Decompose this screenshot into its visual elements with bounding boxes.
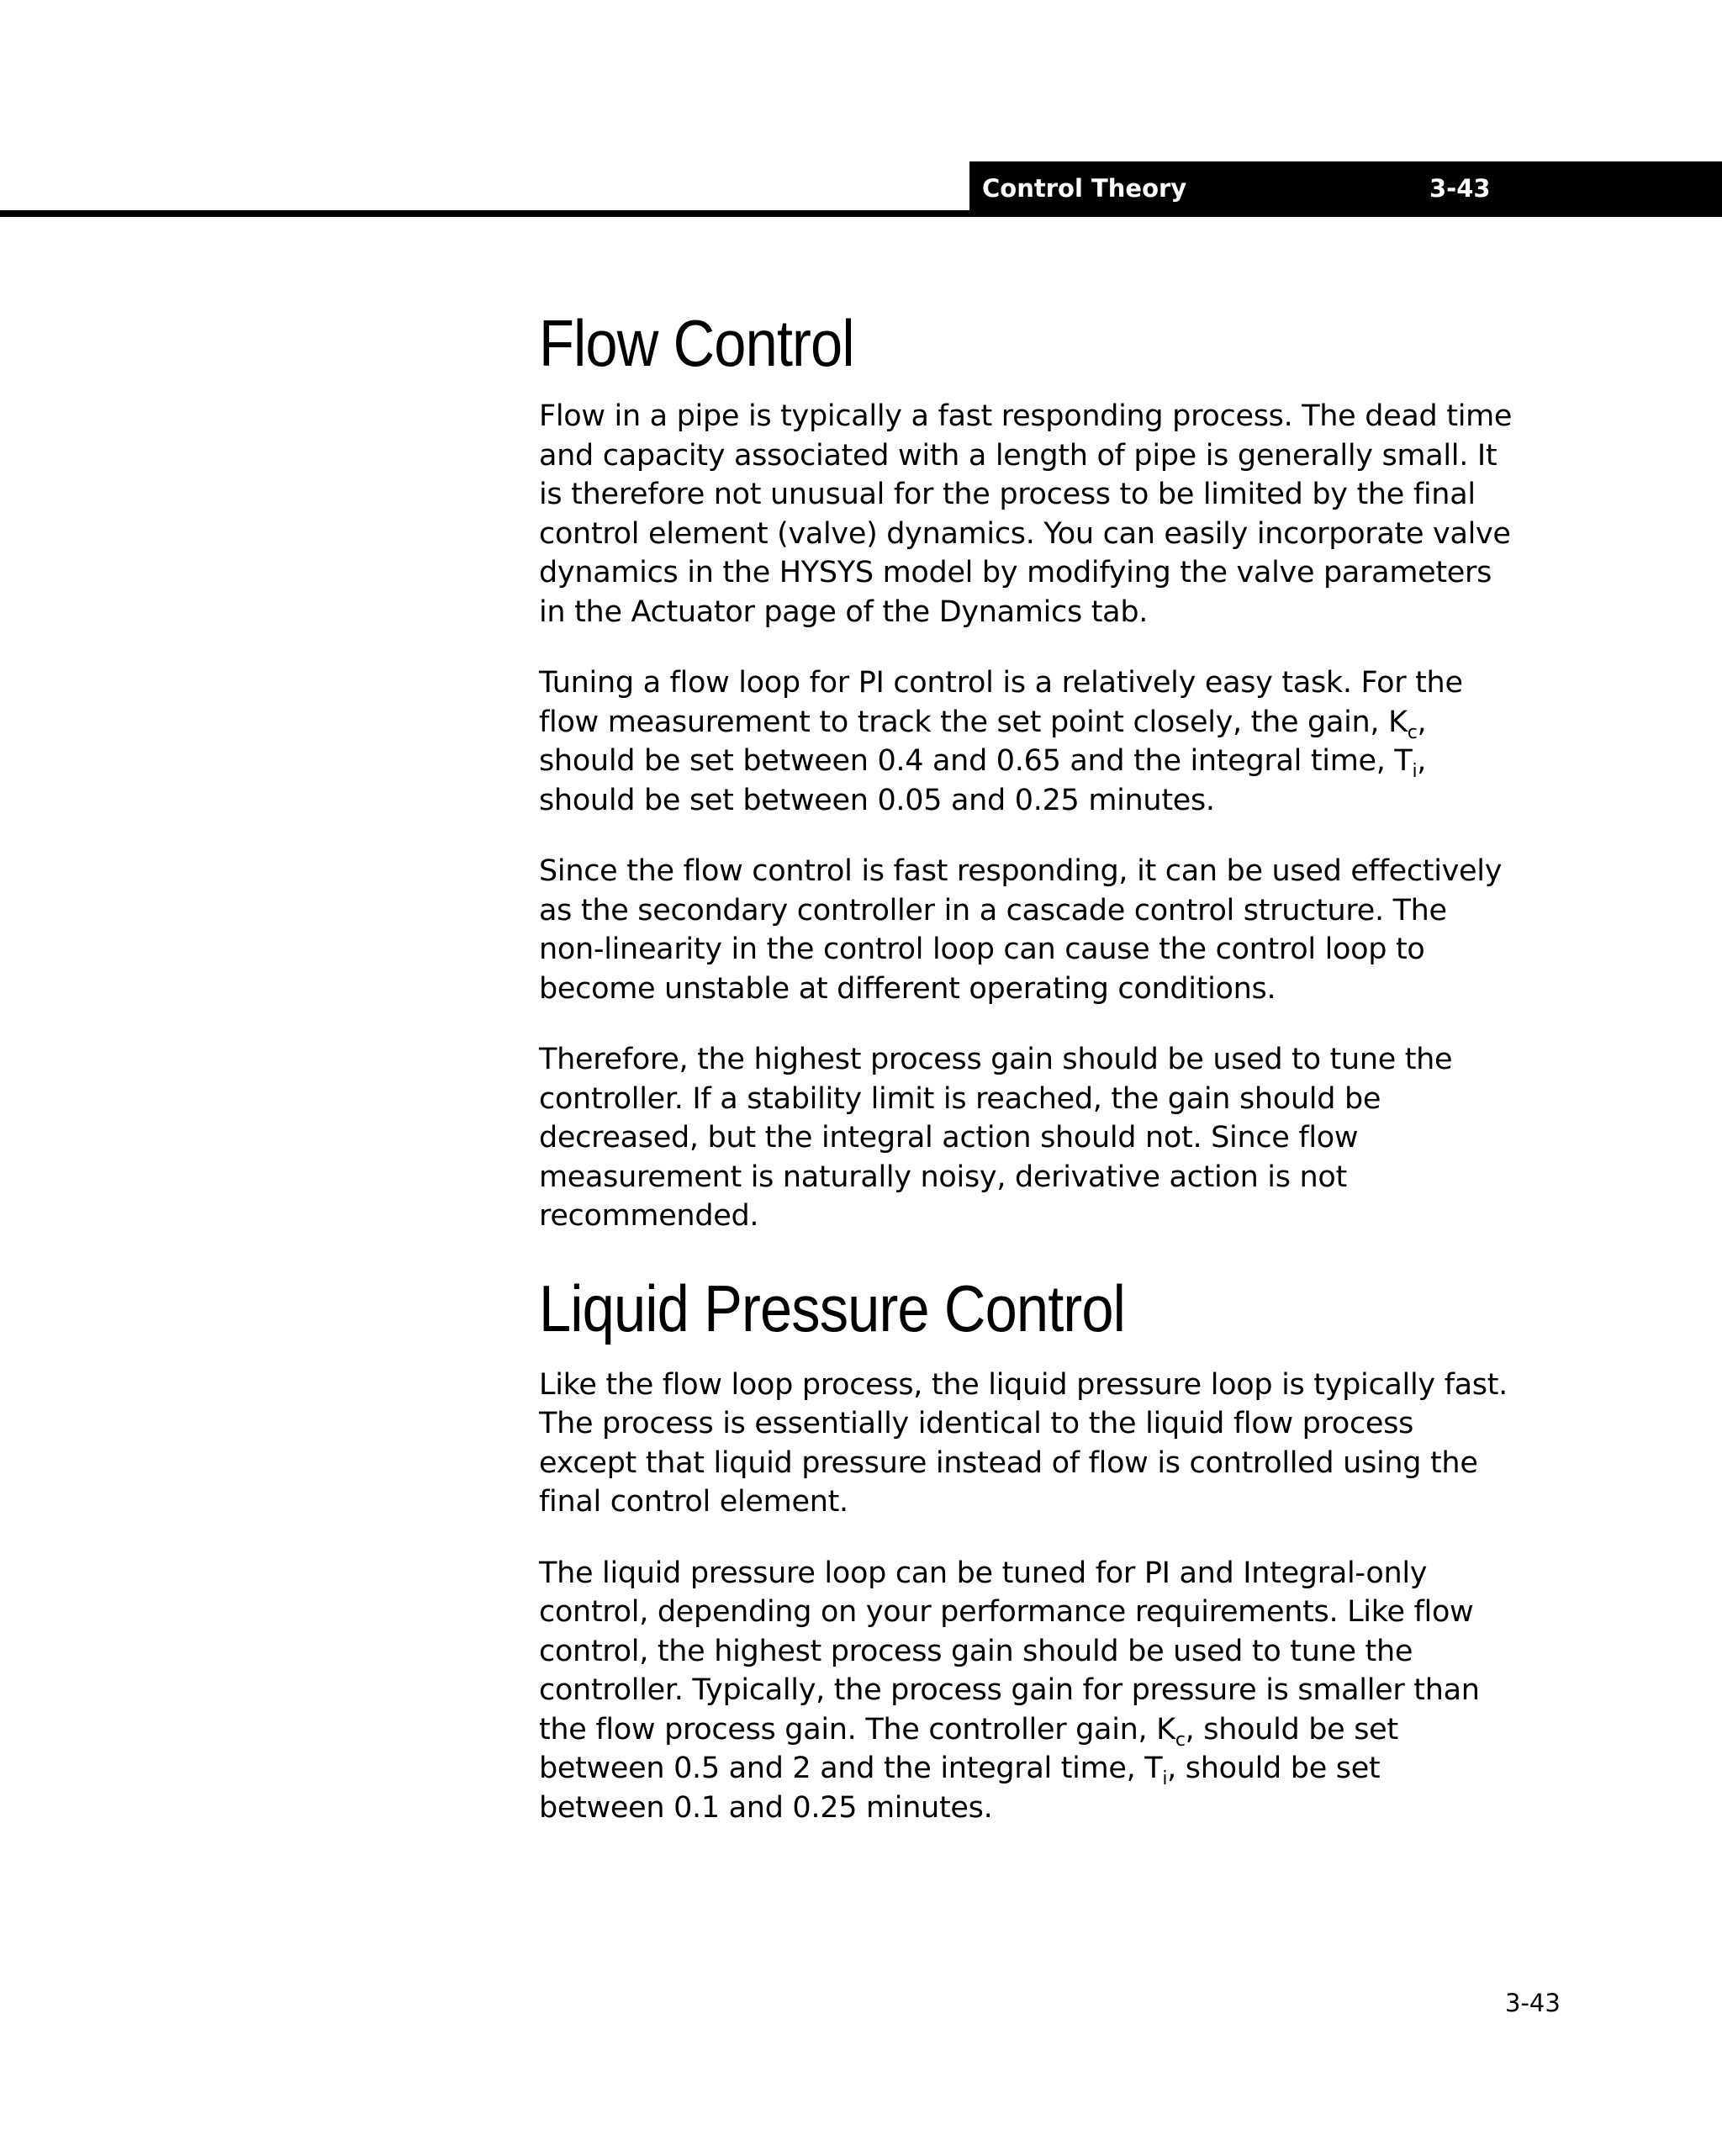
running-header-page-number: 3-43	[1429, 174, 1491, 203]
paragraph-flow-gain: Therefore, the highest process gain should be used to tune the controller. If a stability limit is reached, the gain should be decreased, but the integral action should not. Since flow measurement is naturally noisy, derivative action is not recommended.	[539, 1043, 1453, 1233]
paragraph-flow-cascade: Since the flow control is fast responding, it can be used effectively as the secondary controller in a cascade control structure. The non-linearity in the control loop can cause the control loop to become unstable at different operating conditions.	[539, 854, 1503, 1006]
paragraph-liquid-tuning	[539, 1554, 1514, 1828]
paragraph-liquid-intro: Like the flow loop process, the liquid pressure loop is typically fast. The process is essentially identical to the liquid flow process except that liquid pressure instead of flow is controlled using the final control element.	[539, 1367, 1508, 1519]
section-heading-flow-control: Flow Control	[539, 306, 854, 380]
text-segment: , should be set between 0.5 and 2 and the integral time, T	[539, 1712, 1398, 1785]
text-segment: , should be set between 0.1 and 0.25 minutes.	[539, 1752, 1381, 1825]
subscript-c: c	[1175, 1729, 1186, 1751]
text-segment: Tuning a flow loop for PI control is a relatively easy task. For the flow measurement to track the set point closely, the gain, K	[539, 666, 1463, 739]
text-segment: , should be set between 0.05 and 0.25 minutes.	[539, 744, 1427, 817]
text-segment: , should be set between 0.4 and 0.65 and the integral time, T	[539, 705, 1427, 778]
section-heading-liquid-pressure-control: Liquid Pressure Control	[539, 1271, 1126, 1345]
running-header-title: Control Theory	[982, 174, 1187, 203]
subscript-i: i	[1412, 761, 1418, 782]
subscript-i: i	[1162, 1768, 1168, 1789]
subscript-c: c	[1407, 721, 1418, 743]
text-segment: The liquid pressure loop can be tuned for PI and Integral-only control, depending on your performance requirements. Like flow control, the highest process gain should be used to tune the controller. Typically, the process gain for pressure is smaller than the flow process gain. The controller gain, K	[539, 1556, 1480, 1746]
paragraph-flow-intro: Flow in a pipe is typically a fast responding process. The dead time and capacity associated with a length of pipe is generally small. It is therefore not unusual for the process to be limited by the final control element (valve) dynamics. You can easily incorporate valve dynamics in the HYSYS model by modifying the valve parameters in the Actuator page of the Dynamics tab.	[539, 399, 1513, 629]
page-content	[539, 303, 1514, 1859]
paragraph-flow-tuning	[539, 663, 1514, 820]
footer-page-number: 3-43	[1505, 1989, 1561, 2017]
